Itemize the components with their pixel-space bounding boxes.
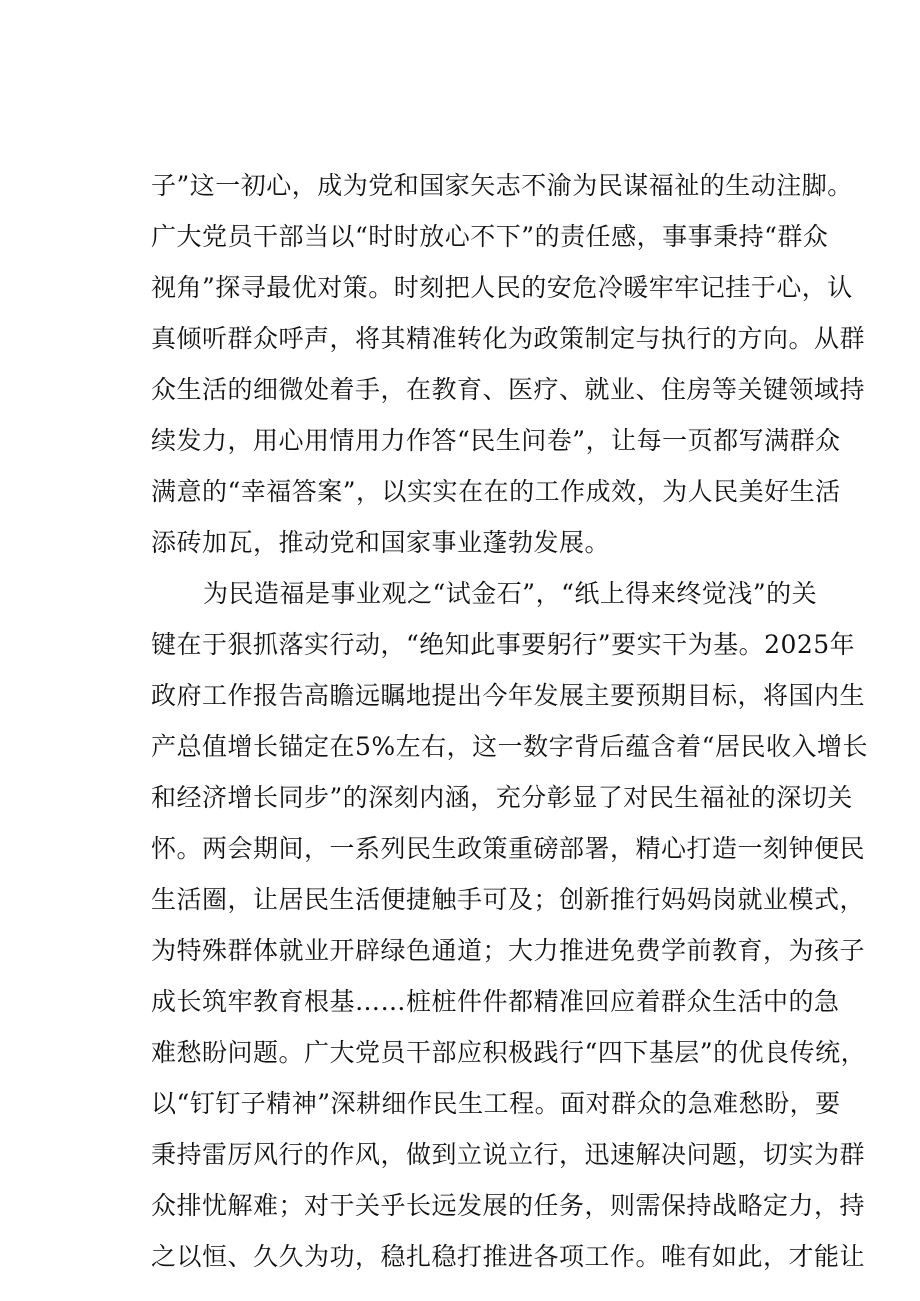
text-line: 成长筑牢教育根基……桩桩件件都精准回应着群众生活中的急 (151, 987, 840, 1016)
text-line: 续发力，用心用情用力作答“民生问卷”，让每一页都写满群众 (151, 426, 841, 455)
text-line: 为民造福是事业观之“试金石”，“纸上得来终觉浅”的关 (203, 579, 818, 608)
text-line: 秉持雷厉风行的作风，做到立说立行，迅速解决问题，切实为群 (151, 1140, 866, 1169)
body-text (151, 160, 868, 1282)
text-line: 和经济增长同步”的深刻内涵，充分彰显了对民生福祉的深切关 (151, 783, 853, 812)
text-line: 怀。两会期间，一系列民生政策重磅部署，精心打造一刻钟便民 (151, 834, 866, 863)
text-line: 满意的“幸福答案”，以实实在在的工作成效，为人民美好生活 (151, 477, 841, 506)
text-line: 视角”探寻最优对策。时刻把人民的安危冷暖牢牢记挂于心，认 (151, 273, 853, 302)
text-line: 键在于狠抓落实行动，“绝知此事要躬行”要实干为基。2025年 (151, 630, 856, 659)
paragraph-2 (151, 568, 868, 1282)
text-line: 真倾听群众呼声，将其精准转化为政策制定与执行的方向。从群 (151, 324, 866, 353)
text-line: 众生活的细微处着手，在教育、医疗、就业、住房等关键领域持 (151, 375, 866, 404)
text-line: 之以恒、久久为功，稳扎稳打推进各项工作。唯有如此，才能让 (151, 1242, 866, 1271)
text-line: 添砖加瓦，推动党和国家事业蓬勃发展。 (151, 528, 611, 557)
text-line: 政府工作报告高瞻远瞩地提出今年发展主要预期目标，将国内生 (151, 681, 866, 710)
text-line: 生活圈，让居民生活便捷触手可及；创新推行妈妈岗就业模式， (151, 885, 866, 914)
text-line: 为特殊群体就业开辟绿色通道；大力推进免费学前教育，为孩子 (151, 936, 866, 965)
text-line: 众排忧解难；对于关乎长远发展的任务，则需保持战略定力，持 (151, 1191, 866, 1220)
text-line: 子”这一初心，成为党和国家矢志不渝为民谋福祉的生动注脚。 (151, 171, 853, 200)
text-line: 产总值增长锚定在5%左右，这一数字背后蕴含着“居民收入增长 (151, 732, 868, 761)
text-line: 广大党员干部当以“时时放心不下”的责任感，事事秉持“群众 (151, 222, 829, 251)
paragraph-1 (151, 160, 866, 568)
text-line: 以“钉钉子精神”深耕细作民生工程。面对群众的急难愁盼，要 (151, 1089, 841, 1118)
text-line: 难愁盼问题。广大党员干部应积极践行“四下基层”的优良传统， (151, 1038, 867, 1067)
